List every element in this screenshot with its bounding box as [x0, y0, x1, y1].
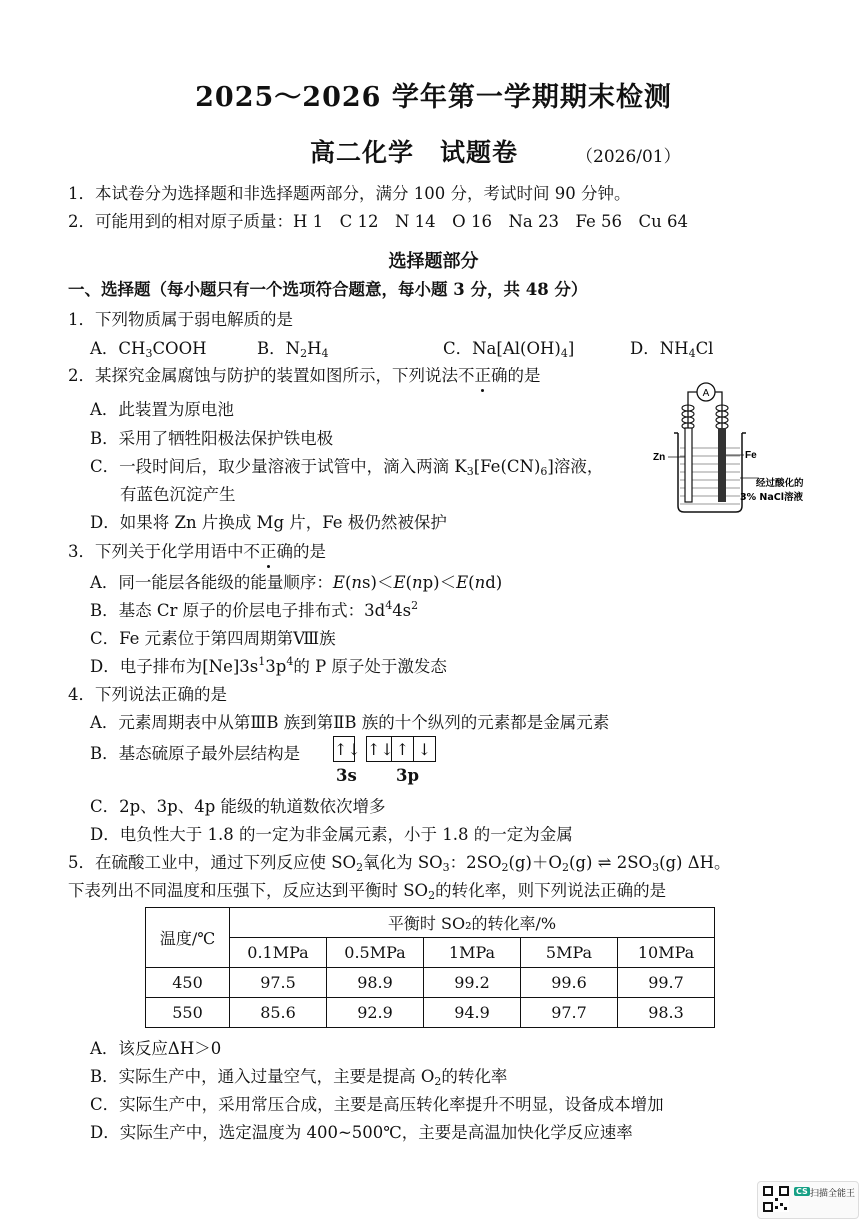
conversion-table: [145, 907, 715, 1028]
solution-label-2: 3% NaCl溶液: [740, 492, 804, 503]
q5-option-c: C．实际生产中，采用常压合成，主要是高压转化率提升不明显，设备成本增加: [90, 1095, 664, 1114]
q3-option-b: B．基态 Cr 原子的价层电子排布式：$3d^44s^2$: [90, 599, 419, 620]
q4-option-a: A．元素周期表中从第ⅢB 族到第ⅡB 族的十个纵列的元素都是金属元素: [90, 713, 610, 732]
q3-option-c: C．Fe 元素位于第四周期第Ⅷ族: [90, 629, 336, 648]
value-cell: 99.6: [521, 968, 618, 998]
value-cell: 99.2: [424, 968, 521, 998]
q2-option-b: B．采用了牺牲阳极法保护铁电极: [90, 429, 334, 448]
conversion-header: 平衡时 SO₂的转化率/%: [230, 908, 715, 938]
q3-stem: 3．下列关于化学用语中不正确的是: [68, 542, 326, 561]
pressure-header: 0.5MPa: [327, 938, 424, 968]
q1-option-d: D．$NH_4Cl$: [630, 339, 714, 360]
orbital-box-3s: ↑↓: [333, 736, 355, 762]
solution-label-1: 经过酸化的: [756, 478, 804, 489]
q1-option-b: B．$N_2H_4$: [257, 339, 329, 360]
q3-option-d: D．电子排布为$[Ne]3s^13p^4$的 P 原子处于激发态: [90, 655, 447, 676]
part1-heading: 一、选择题（每小题只有一个选项符合题意，每小题 3 分，共 48 分）: [68, 280, 588, 299]
pressure-header: 0.1MPa: [230, 938, 327, 968]
q4-option-b: B．基态硫原子最外层结构是: [90, 744, 301, 763]
q3-option-a: A．同一能层各能级的能量顺序：E(ns)＜E(np)＜E(nd): [90, 573, 503, 592]
table-row: [146, 968, 715, 998]
q1-stem: 1．下列物质属于弱电解质的是: [68, 310, 293, 329]
q5-stem-line1: 5．在硫酸工业中，通过下列反应使 $SO_2$氧化为 $SO_3$：$2SO_2(g)+O_2(g)$ ⇌ $2SO_3(g)$ ΔH。: [68, 853, 731, 874]
value-cell: 85.6: [230, 998, 327, 1028]
scanner-watermark: [757, 1181, 859, 1219]
pressure-header: 10MPa: [618, 938, 715, 968]
q2-option-d: D．如果将 Zn 片换成 Mg 片，Fe 极仍然被保护: [90, 513, 447, 532]
pressure-header: 1MPa: [424, 938, 521, 968]
temp-header: 温度/℃: [146, 908, 230, 968]
q2-option-c-line2: 有蓝色沉淀产生: [120, 485, 236, 504]
section-title: 选择题部分: [388, 251, 479, 272]
temp-cell: 550: [146, 998, 230, 1028]
q5-option-a: A．该反应ΔH＞0: [90, 1039, 222, 1058]
value-cell: 92.9: [327, 998, 424, 1028]
value-cell: 97.7: [521, 998, 618, 1028]
q2-option-a: A．此装置为原电池: [90, 400, 234, 419]
fe-label: Fe: [745, 450, 757, 461]
q1-option-a: A．$CH_3COOH$: [90, 339, 207, 360]
ammeter-label: A: [702, 388, 710, 399]
table-row: [146, 998, 715, 1028]
value-cell: 99.7: [618, 968, 715, 998]
exam-subtitle: 高二化学 试题卷: [310, 138, 519, 167]
scanner-app-name: 扫描全能王: [810, 1189, 856, 1199]
q5-option-b: B．实际生产中，通入过量空气，主要是提高 $O_2$的转化率: [90, 1067, 508, 1088]
temp-cell: 450: [146, 968, 230, 998]
value-cell: 98.9: [327, 968, 424, 998]
q5-option-d: D．实际生产中，选定温度为 400~500℃，主要是高温加快化学反应速率: [90, 1123, 633, 1142]
exam-title: 2025～2026 学年第一学期期末检测: [195, 82, 672, 113]
orbital-label-3s: 3s: [336, 766, 357, 785]
q5-stem-line2: 下表列出不同温度和压强下，反应达到平衡时 $SO_2$的转化率，则下列说法正确的是: [68, 881, 667, 902]
zn-label: Zn: [653, 452, 666, 463]
q1-option-c: C．$Na[Al(OH)_4]$: [443, 339, 575, 360]
camscanner-logo: CS: [796, 1187, 808, 1196]
q4-stem: 4．下列说法正确的是: [68, 685, 227, 704]
q4-option-d: D．电负性大于 1.8 的一定为非金属元素，小于 1.8 的一定为金属: [90, 825, 573, 844]
q2-option-c: C．一段时间后，取少量溶液于试管中，滴入两滴 $K_3[Fe(CN)_6]$溶液，: [90, 457, 604, 478]
value-cell: 97.5: [230, 968, 327, 998]
pressure-header: 5MPa: [521, 938, 618, 968]
value-cell: 98.3: [618, 998, 715, 1028]
orbital-label-3p: 3p: [396, 766, 420, 785]
q4-option-c: C．2p、3p、4p 能级的轨道数依次增多: [90, 797, 386, 816]
value-cell: 94.9: [424, 998, 521, 1028]
note-1: 1．本试卷分为选择题和非选择题两部分，满分 100 分，考试时间 90 分钟。: [68, 184, 631, 203]
q2-stem: 2．某探究金属腐蚀与防护的装置如图所示，下列说法不正确的是: [68, 366, 541, 385]
qr-code-icon: [763, 1186, 789, 1212]
orbital-box-3p: ↑↓ ↑ ↓: [366, 736, 436, 762]
note-2: 2．可能用到的相对原子质量：H 1 C 12 N 14 O 16 Na 23 Fe 56 Cu 64: [68, 212, 688, 231]
corrosion-apparatus-figure: [650, 378, 820, 518]
exam-date: （2026/01）: [576, 147, 681, 167]
